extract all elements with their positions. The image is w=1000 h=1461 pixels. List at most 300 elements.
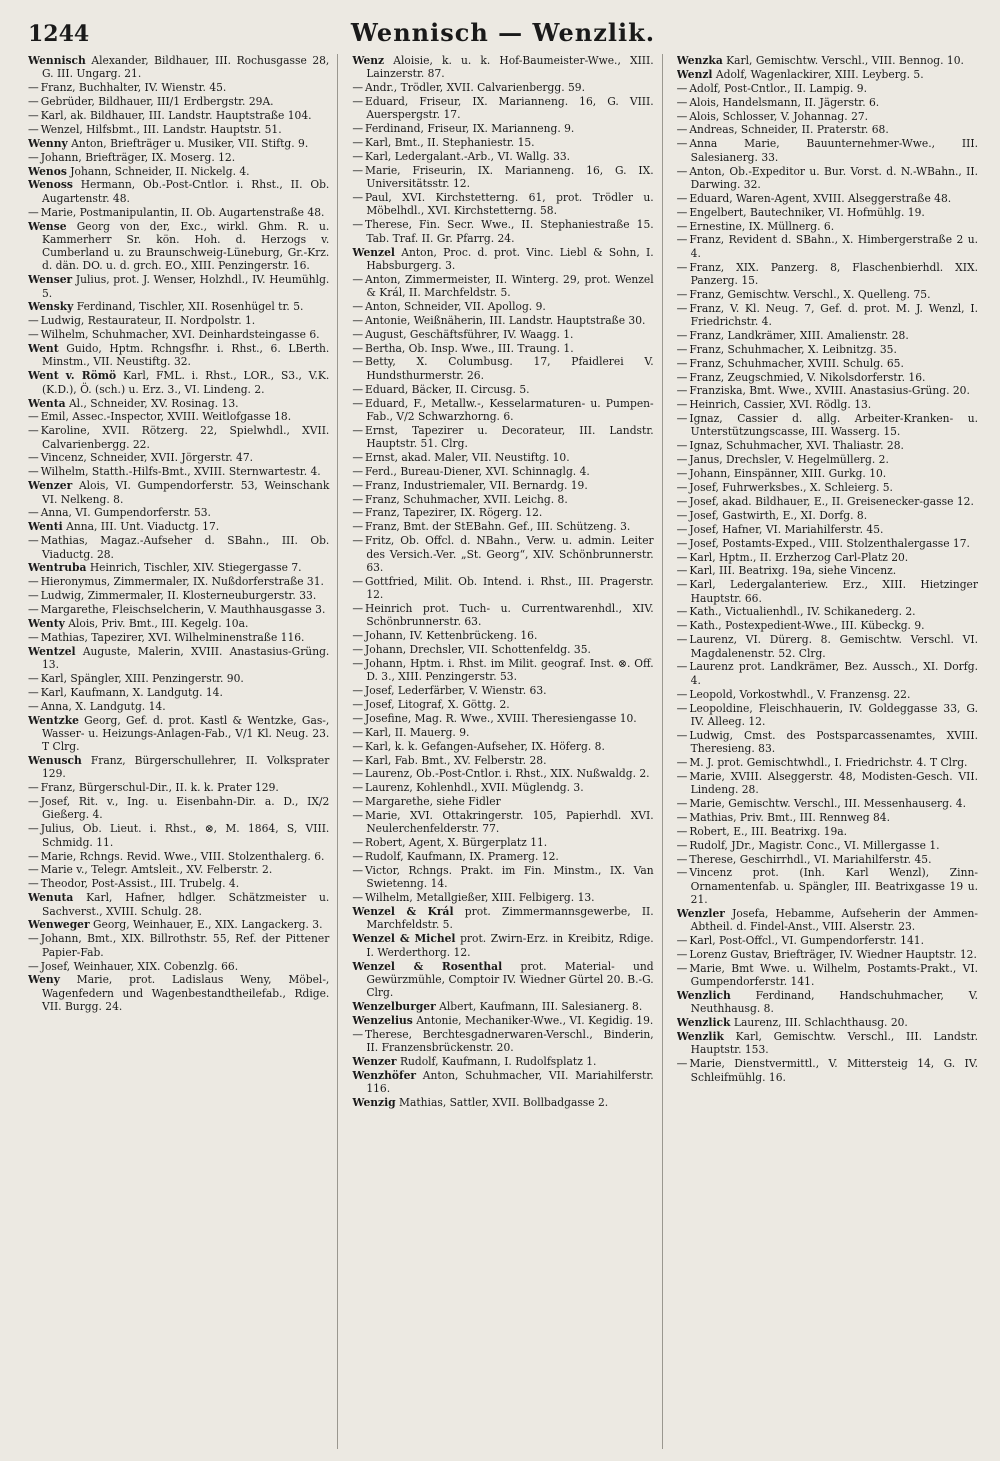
entry-text: Marie, Friseurin, IX. Marianneng. 16, G. IX. Universitätsstr. 12. — [365, 163, 654, 191]
entry-headword: Wenos — [28, 164, 67, 178]
repeat-dash: — — [28, 877, 39, 891]
repeat-dash: — — [676, 191, 688, 205]
entry-text: Adolf, Wagenlackirer, XIII. Leyberg. 5. — [715, 67, 924, 81]
entry-headword: Wentzel — [28, 644, 76, 658]
directory-subentry — [677, 1057, 978, 1084]
entry-text: Josef, Weinhauer, XIX. Cobenzlg. 66. — [40, 959, 239, 973]
entry-text: Therese, Fin. Secr. Wwe., II. Stephaniestraße 15. Tab. Traf. II. Gr. Pfarrg. 24. — [365, 218, 654, 245]
directory-entry — [28, 220, 329, 273]
directory-entry — [677, 989, 978, 1016]
entry-text: M. J. prot. Gemischtwhdl., I. Friedrichstr. 4. T Clrg. — [689, 755, 968, 769]
entry-headword: Wenzel & Michel — [352, 932, 456, 946]
repeat-dash: — — [28, 108, 39, 122]
repeat-dash: — — [676, 852, 688, 866]
entry-text: Marie, Dienstvermittl., V. Mittersteig 14, G. IV. Schleifmühlg. 16. — [689, 1057, 978, 1084]
entry-headword: Wenzelius — [352, 1013, 413, 1027]
entry-text: Franz, Bmt. der StEBahn. Gef., III. Schützeng. 3. — [365, 520, 631, 534]
entry-text: Bertha, Ob. Insp. Wwe., III. Traung. 1. — [365, 341, 574, 355]
entry-text: Josef, Lederfärber, V. Wienstr. 63. — [365, 684, 547, 698]
entry-text: Ferdinand, Friseur, IX. Marianneng. 9. — [365, 122, 575, 136]
entry-text: Antonie, Mechaniker-Wwe., VI. Kegidig. 19. — [416, 1013, 654, 1027]
directory-subentry — [28, 877, 329, 890]
entry-text: Heinrich, Cassier, XVI. Rödlg. 13. — [689, 398, 872, 412]
directory-subentry — [677, 481, 978, 494]
entry-text: Franz, XIX. Panzerg. 8, Flaschenbierhdl. XIX. Panzerg. 15. — [689, 260, 978, 287]
entry-text: Franz, Schuhmacher, XVIII. Schulg. 65. — [689, 356, 904, 370]
repeat-dash: — — [676, 961, 688, 975]
directory-subentry — [28, 424, 329, 451]
entry-text: Anton, Schneider, VII. Apollog. 9. — [365, 299, 546, 313]
repeat-dash: — — [676, 494, 688, 508]
repeat-dash: — — [676, 370, 688, 384]
entry-text: Therese, Berchtesgadnerwaren-Verschl., Binderin, II. Franzensbrückenstr. 20. — [365, 1027, 654, 1055]
repeat-dash: — — [28, 122, 39, 136]
entry-text: Laurenz, III. Schlachthausg. 20. — [733, 1016, 908, 1030]
directory-subentry — [352, 781, 653, 794]
directory-subentry — [352, 383, 653, 396]
directory-entry — [28, 973, 329, 1013]
entry-text: Anton, Schuhmacher, VII. Mariahilferstr. 116. — [366, 1068, 654, 1096]
entry-text: Lorenz Gustav, Briefträger, IV. Wiedner Hauptstr. 12. — [689, 947, 977, 961]
repeat-dash: — — [676, 123, 688, 137]
directory-subentry — [28, 631, 329, 644]
entry-text: Marie, XVIII. Alseggerstr. 48, Modisten-Gesch. VII. Lindeng. 28. — [689, 769, 978, 797]
repeat-dash: — — [676, 260, 688, 274]
entry-text: Ludwig, Zimmermaler, II. Klosterneuburgerstr. 33. — [40, 589, 317, 603]
directory-subentry — [677, 439, 978, 452]
repeat-dash: — — [676, 838, 688, 852]
directory-subentry — [677, 288, 978, 301]
repeat-dash: — — [28, 506, 39, 520]
directory-subentry — [677, 261, 978, 288]
repeat-dash: — — [352, 767, 364, 781]
directory-entry — [28, 342, 329, 369]
page-number: 1244 — [28, 21, 90, 47]
directory-entry — [28, 918, 329, 931]
entry-text: Anna, III. Unt. Viaductg. 17. — [66, 520, 220, 534]
directory-subentry — [677, 523, 978, 536]
directory-entry — [28, 754, 329, 781]
directory-subentry — [677, 371, 978, 384]
repeat-dash: — — [352, 382, 364, 396]
directory-subentry — [352, 850, 653, 863]
repeat-dash: — — [676, 810, 688, 824]
entry-headword: Wenzel & Král — [352, 905, 454, 919]
repeat-dash: — — [28, 932, 39, 946]
repeat-dash: — — [28, 589, 39, 603]
repeat-dash: — — [28, 328, 39, 342]
entry-text: Anton, Proc. d. prot. Vinc. Liebl & Sohn, I. Habsburgerg. 3. — [366, 245, 654, 272]
entry-text: Wilhelm, Schuhmacher, XVI. Deinhardsteingasse 6. — [40, 328, 320, 342]
entry-text: Franz, Schuhmacher, XVII. Leichg. 8. — [365, 492, 568, 506]
entry-text: Guido, Hptm. Rchngsfhr. i. Rhst., 6. LBerth. Minstm., VII. Neustiftg. 32. — [42, 342, 330, 369]
directory-subentry — [28, 534, 329, 561]
repeat-dash: — — [352, 272, 364, 286]
directory-subentry — [352, 684, 653, 697]
entry-headword: Wenusch — [28, 754, 82, 768]
entry-text: Karl, Post-Offcl., VI. Gumpendorferstr. 141. — [689, 934, 924, 948]
repeat-dash: — — [352, 355, 364, 369]
entry-text: Andr., Trödler, XVII. Calvarienbergg. 59. — [365, 81, 585, 95]
entry-text: Josef, Fuhrwerksbes., X. Schleierg. 5. — [689, 481, 893, 495]
entry-text: Gebrüder, Bildhauer, III/1 Erdbergstr. 29A. — [40, 95, 274, 109]
directory-subentry — [677, 329, 978, 342]
directory-subentry — [352, 95, 653, 122]
directory-subentry — [677, 660, 978, 687]
entry-text: Marie, XVI. Ottakringerstr. 105, Papierhdl. XVI. Neulerchenfelderstr. 77. — [365, 809, 654, 836]
repeat-dash: — — [352, 122, 364, 136]
directory-entry — [677, 1016, 978, 1029]
directory-entry — [28, 397, 329, 410]
repeat-dash: — — [28, 863, 39, 877]
entry-text: Anna, VI. Gumpendorferstr. 53. — [40, 506, 211, 520]
directory-subentry — [352, 150, 653, 163]
entry-text: Adolf, Post-Cntlor., II. Lampig. 9. — [689, 81, 867, 95]
directory-subentry — [28, 781, 329, 794]
directory-subentry — [352, 300, 653, 313]
directory-entry — [352, 932, 653, 959]
directory-subentry — [677, 811, 978, 824]
entry-text: Ludwig, Cmst. des Postsparcassenamtes, XVIII. Theresieng. 83. — [689, 728, 978, 755]
repeat-dash: — — [28, 822, 39, 836]
repeat-dash: — — [676, 866, 688, 880]
repeat-dash: — — [676, 164, 688, 178]
repeat-dash: — — [28, 314, 39, 328]
directory-subentry — [352, 424, 653, 451]
directory-subentry — [677, 934, 978, 947]
repeat-dash: — — [676, 728, 688, 742]
repeat-dash: — — [28, 81, 39, 95]
repeat-dash: — — [676, 633, 688, 647]
entry-text: Franz, Schuhmacher, X. Leibnitzg. 35. — [689, 342, 897, 356]
entry-text: Robert, Agent, X. Bürgerplatz 11. — [365, 836, 548, 850]
repeat-dash: — — [676, 769, 688, 783]
entry-headword: Wenzel & Rosenthal — [352, 959, 503, 973]
entry-text: Franziska, Bmt. Wwe., XVIII. Anastasius-Grüng. 20. — [689, 384, 970, 398]
directory-entry — [677, 1030, 978, 1057]
directory-entry — [28, 273, 329, 300]
repeat-dash: — — [352, 327, 364, 341]
directory-subentry — [677, 688, 978, 701]
directory-subentry — [352, 355, 653, 382]
directory-subentry — [677, 564, 978, 577]
entry-headword: Wenny — [28, 136, 68, 150]
entry-text: Karl, ak. Bildhauer, III. Landstr. Hauptstraße 104. — [40, 108, 312, 122]
entry-text: August, Geschäftsführer, IV. Waagg. 1. — [365, 327, 574, 341]
repeat-dash: — — [28, 465, 39, 479]
repeat-dash: — — [676, 95, 688, 109]
entry-text: Karl, k. k. Gefangen-Aufseher, IX. Höferg. 8. — [365, 739, 605, 753]
directory-subentry — [677, 866, 978, 906]
entry-headword: Wenzel — [352, 245, 395, 259]
repeat-dash: — — [676, 796, 688, 810]
repeat-dash: — — [676, 287, 688, 301]
entry-text: Margarethe, siehe Fidler — [365, 795, 501, 809]
directory-entry — [28, 561, 329, 574]
repeat-dash: — — [676, 301, 688, 315]
repeat-dash: — — [676, 205, 688, 219]
entry-text: Betty, X. Columbusg. 17, Pfaidlerei V. Hundsthurmerstr. 26. — [365, 355, 654, 382]
directory-subentry — [677, 551, 978, 564]
repeat-dash: — — [352, 684, 364, 698]
directory-subentry — [352, 314, 653, 327]
repeat-dash: — — [352, 396, 364, 410]
entry-text: Ernst, akad. Maler, VII. Neustiftg. 10. — [365, 450, 570, 464]
repeat-dash: — — [352, 1027, 364, 1041]
entry-text: Gottfried, Milit. Ob. Intend. i. Rhst., III. Pragerstr. 12. — [365, 574, 654, 602]
directory-entry — [677, 907, 978, 934]
repeat-dash: — — [676, 328, 688, 342]
entry-text: Al., Schneider, XV. Rosinag. 13. — [68, 396, 239, 410]
entry-text: Anna Marie, Bauunternehmer-Wwe., III. Salesianerg. 33. — [689, 137, 978, 164]
entry-text: Johann, IV. Kettenbrückeng. 16. — [365, 629, 538, 643]
directory-subentry — [352, 1028, 653, 1055]
repeat-dash: — — [352, 574, 364, 588]
directory-subentry — [677, 619, 978, 632]
directory-subentry — [677, 357, 978, 370]
entry-text: Laurenz prot. Landkrämer, Bez. Aussch., XI. Dorfg. 4. — [689, 660, 978, 687]
entry-headword: Wenzelburger — [352, 999, 436, 1013]
entry-text: Karl, Spängler, XIII. Penzingerstr. 90. — [40, 671, 244, 685]
repeat-dash: — — [28, 150, 39, 164]
entry-text: Ernestine, IX. Müllnerg. 6. — [689, 219, 835, 233]
repeat-dash: — — [352, 891, 364, 905]
directory-entry — [352, 1096, 653, 1109]
entry-text: Rudolf, Kaufmann, IX. Pramerg. 12. — [365, 850, 559, 864]
entry-text: Victor, Rchngs. Prakt. im Fin. Minstm., IX. Van Swietenng. 14. — [365, 864, 654, 891]
entry-text: Alois, VI. Gumpendorferstr. 53, Weinschank VI. Nelkeng. 8. — [42, 479, 330, 506]
entry-text: Heinrich, Tischler, XIV. Stiegergasse 7. — [89, 561, 302, 575]
entry-text: Alexander, Bildhauer, III. Rochusgasse 28, G. III. Ungarg. 21. — [42, 54, 330, 81]
repeat-dash: — — [352, 629, 364, 643]
directory-entry — [28, 714, 329, 754]
directory-subentry — [352, 164, 653, 191]
entry-headword: Wenzler — [676, 906, 725, 920]
directory-subentry — [677, 825, 978, 838]
entry-text: Josef, Litograf, X. Göttg. 2. — [365, 697, 510, 711]
entry-text: Josef, akad. Bildhauer, E., II. Greisenecker-gasse 12. — [689, 494, 974, 508]
repeat-dash: — — [676, 755, 688, 769]
repeat-dash: — — [352, 492, 364, 506]
repeat-dash: — — [352, 136, 364, 150]
entry-text: Franz, Gemischtw. Verschl., X. Quelleng. 75. — [689, 287, 931, 301]
entry-text: Ferdinand, Handschuhmacher, V. Neuthhausg. 8. — [690, 989, 978, 1016]
directory-subentry — [352, 864, 653, 891]
directory-subentry — [677, 495, 978, 508]
entry-text: Karl, Hptm., II. Erzherzog Carl-Platz 20. — [689, 550, 909, 564]
directory-entry — [28, 520, 329, 533]
directory-entry — [352, 1000, 653, 1013]
entry-text: Karl, FML. i. Rhst., LOR., S3., V.K. (K.D.), Ö. (sch.) u. Erz. 3., VI. Lindeng. 2. — [42, 369, 330, 396]
entry-text: Wilhelm, Statth.-Hilfs-Bmt., XVIII. Sternwartestr. 4. — [40, 465, 321, 479]
directory-subentry — [28, 960, 329, 973]
entry-text: Emil, Assec.-Inspector, XVIII. Weitlofgasse 18. — [40, 410, 292, 424]
entry-text: Julius, Ob. Lieut. i. Rhst., ⊗, M. 1864, S, VIII. Schmidg. 11. — [40, 822, 330, 849]
entry-text: Hieronymus, Zimmermaler, IX. Nußdorferstraße 31. — [40, 575, 324, 589]
repeat-dash: — — [676, 824, 688, 838]
directory-entry — [352, 905, 653, 932]
entry-text: Georg, Gef. d. prot. Kastl & Wentzke, Gas-, Wasser- u. Heizungs-Anlagen-Fab., V/1 Kl. Neug. 23. T Clrg. — [42, 713, 330, 754]
entry-text: Margarethe, Fleischselcherin, V. Mauthhausgasse 3. — [40, 603, 326, 617]
directory-subentry — [352, 712, 653, 725]
entry-text: Johann, Bmt., XIX. Billrothstr. 55, Ref. der Pittener Papier-Fab. — [40, 932, 330, 959]
repeat-dash: — — [352, 341, 364, 355]
directory-subentry — [677, 537, 978, 550]
entry-headword: Wenweger — [28, 918, 90, 932]
entry-text: Franz, Bürgerschullehrer, II. Volksprater 129. — [42, 754, 330, 781]
entry-text: prot. Material- und Gewürzmühle, Comptoir IV. Wiedner Gürtel 20. B.-G. Clrg. — [366, 959, 654, 1000]
entry-text: Wilhelm, Metallgießer, XIII. Felbigerg. 13. — [365, 891, 595, 905]
repeat-dash: — — [28, 781, 39, 795]
directory-subentry — [677, 343, 978, 356]
repeat-dash: — — [676, 660, 688, 674]
repeat-dash: — — [676, 578, 688, 592]
repeat-dash: — — [352, 836, 364, 850]
directory-subentry — [677, 233, 978, 260]
entry-text: Johann, Hptm. i. Rhst. im Milit. geograf. Inst. ⊗. Off. D. 3., XIII. Penzingerstr. 53. — [365, 656, 654, 684]
entry-headword: Wentzke — [28, 713, 79, 727]
directory-subentry — [352, 520, 653, 533]
page-header — [28, 18, 978, 54]
entry-text: Anton, Briefträger u. Musiker, VII. Stiftg. 9. — [71, 136, 309, 150]
entry-text: Josef, Gastwirth, E., XI. Dorfg. 8. — [689, 508, 868, 522]
directory-subentry — [28, 123, 329, 136]
entry-text: Karl, Ledergalant.-Arb., VI. Wallg. 33. — [365, 150, 571, 164]
repeat-dash: — — [676, 619, 688, 633]
directory-subentry — [352, 836, 653, 849]
repeat-dash: — — [352, 781, 364, 795]
entry-text: Karl, Gemischtw. Verschl., VIII. Bennog. 10. — [726, 54, 964, 67]
entry-headword: Wenty — [28, 616, 65, 630]
entry-headword: Wenzlick — [676, 1016, 731, 1030]
entry-text: Karl, Kaufmann, X. Landgutg. 14. — [40, 685, 223, 699]
repeat-dash: — — [676, 687, 688, 701]
entry-text: Aloisie, k. u. k. Hof-Baumeister-Wwe., XIII. Lainzerstr. 87. — [366, 54, 654, 81]
entry-text: Leopoldine, Fleischhauerin, IV. Goldeggasse 33, G. IV. Alleeg. 12. — [689, 701, 978, 728]
entry-text: Albert, Kaufmann, III. Salesianerg. 8. — [439, 999, 643, 1013]
directory-subentry — [352, 191, 653, 218]
entry-text: Karoline, XVII. Rötzerg. 22, Spielwhdl., XVII. Calvarienbergg. 22. — [40, 424, 330, 451]
repeat-dash: — — [28, 424, 39, 438]
entry-text: Franz, V. Kl. Neug. 7, Gef. d. prot. M. J. Wenzl, I. Friedrichstr. 4. — [689, 301, 978, 328]
repeat-dash: — — [28, 95, 39, 109]
directory-subentry — [352, 740, 653, 753]
directory-subentry — [352, 575, 653, 602]
directory-subentry — [352, 809, 653, 836]
directory-subentry — [677, 756, 978, 769]
directory-subentry — [352, 122, 653, 135]
entry-headword: Wenzlik — [676, 1030, 724, 1044]
entry-text: Georg von der, Exc., wirkl. Ghm. R. u. Kammerherr Sr. kön. Hoh. d. Herzogs v. Cumberland u. zu Braunschweig-Lüneburg, Gr.-Krz. d. dän. DO. u. d. grch. EO., XIII. Penzingerstr. 16. — [42, 219, 330, 273]
directory-entry — [352, 1069, 653, 1096]
entry-text: Franz, Industriemaler, VII. Bernardg. 19. — [365, 478, 588, 492]
directory-entry — [352, 54, 653, 81]
entry-text: Marie, Rchngs. Revid. Wwe., VIII. Stolzenthalerg. 6. — [40, 849, 325, 863]
repeat-dash: — — [28, 685, 39, 699]
directory-subentry — [677, 384, 978, 397]
repeat-dash: — — [676, 605, 688, 619]
entry-text: Eduard, Friseur, IX. Marianneng. 16, G. VIII. Auerspergstr. 17. — [365, 95, 654, 122]
repeat-dash: — — [676, 356, 688, 370]
entry-text: Karl, Hafner, hdlger. Schätzmeister u. Sachverst., XVIII. Schulg. 28. — [42, 891, 330, 918]
directory-subentry — [677, 729, 978, 756]
entry-headword: Wense — [28, 219, 67, 233]
directory-subentry — [352, 534, 653, 574]
repeat-dash: — — [352, 163, 364, 177]
repeat-dash: — — [352, 809, 364, 823]
entry-text: Marie, Bmt Wwe. u. Wilhelm, Postamts-Prakt., VI. Gumpendorferstr. 141. — [689, 961, 978, 989]
repeat-dash: — — [676, 342, 688, 356]
entry-text: Hermann, Ob.-Post-Cntlor. i. Rhst., II. Ob. Augartenstr. 48. — [42, 178, 330, 205]
directory-subentry — [352, 397, 653, 424]
entry-text: Ferd., Bureau-Diener, XVI. Schinnaglg. 4. — [365, 464, 590, 478]
entry-text: Mathias, Tapezirer, XVI. Wilhelminenstraße 116. — [40, 630, 305, 644]
entry-text: Janus, Drechsler, V. Hegelmüllerg. 2. — [689, 453, 889, 467]
entry-text: Franz, Tapezirer, IX. Rögerg. 12. — [365, 506, 543, 520]
entry-text: Johann, Schneider, II. Nickelg. 4. — [70, 164, 250, 178]
column-right — [677, 54, 978, 1449]
repeat-dash: — — [352, 725, 364, 739]
directory-entry — [352, 246, 653, 273]
directory-subentry — [28, 328, 329, 341]
repeat-dash: — — [28, 410, 39, 424]
entry-text: Josef, Postamts-Exped., VIII. Stolzenthalergasse 17. — [689, 536, 970, 550]
directory-subentry — [677, 702, 978, 729]
directory-subentry — [677, 770, 978, 797]
repeat-dash: — — [28, 451, 39, 465]
entry-text: Eduard, Waren-Agent, XVIII. Alseggerstraße 48. — [689, 191, 952, 205]
entry-text: Franz, Bürgerschul-Dir., II. k. k. Prater 129. — [40, 781, 279, 795]
entry-text: Karl, Fab. Bmt., XV. Felberstr. 28. — [365, 753, 547, 767]
repeat-dash: — — [28, 603, 39, 617]
directory-subentry — [28, 575, 329, 588]
entry-headword: Wenuta — [28, 891, 74, 905]
entry-text: Therese, Geschirrhdl., VI. Mariahilferstr. 45. — [689, 852, 932, 866]
entry-text: Marie v., Telegr. Amtsleit., XV. Felberstr. 2. — [40, 863, 273, 877]
repeat-dash: — — [28, 671, 39, 685]
directory-subentry — [28, 506, 329, 519]
entry-text: Anna, X. Landgutg. 14. — [40, 699, 166, 713]
entry-text: Rudolf, JDr., Magistr. Conc., VI. Millergasse 1. — [689, 838, 940, 852]
entry-text: Wenzel, Hilfsbmt., III. Landstr. Hauptstr. 51. — [40, 122, 282, 136]
directory-subentry — [28, 672, 329, 685]
entry-headword: Wenser — [28, 273, 73, 287]
directory-subentry — [677, 853, 978, 866]
directory-entry — [28, 617, 329, 630]
repeat-dash: — — [676, 412, 688, 426]
entry-text: Marie, prot. Ladislaus Weny, Möbel-, Wagenfedern und Wagenbestandtheilefab., Rdige. VII. Burgg. 24. — [42, 973, 330, 1013]
directory-subentry — [352, 726, 653, 739]
repeat-dash: — — [676, 233, 688, 247]
entry-headword: Went v. Römö — [28, 369, 117, 383]
directory-subentry — [352, 479, 653, 492]
entry-headword: Wenzlich — [676, 989, 731, 1003]
entry-text: Marie, Gemischtw. Verschl., III. Messenhauserg. 4. — [689, 796, 966, 810]
repeat-dash: — — [352, 506, 364, 520]
directory-subentry — [352, 629, 653, 642]
directory-entry — [28, 891, 329, 918]
entry-text: Robert, E., III. Beatrixg. 19a. — [689, 824, 848, 838]
directory-subentry — [28, 603, 329, 616]
directory-subentry — [352, 451, 653, 464]
directory-subentry — [677, 96, 978, 109]
repeat-dash: — — [676, 536, 688, 550]
running-title: Wennisch — Wenzlik. — [350, 18, 656, 47]
repeat-dash: — — [676, 384, 688, 398]
entry-text: Josefine, Mag. R. Wwe., XVIII. Theresiengasse 10. — [365, 711, 637, 725]
directory-subentry — [28, 314, 329, 327]
directory-subentry — [352, 465, 653, 478]
